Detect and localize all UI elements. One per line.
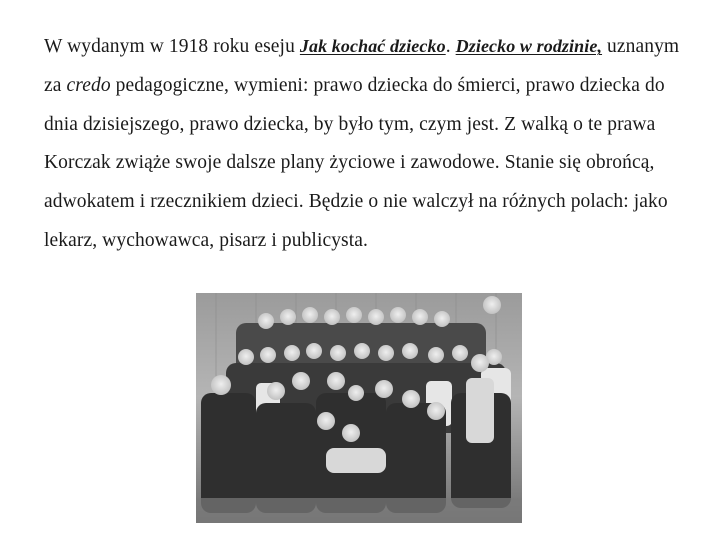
group-photo-icon (196, 293, 522, 523)
text-segment-1: W wydanym w 1918 roku eseju (44, 36, 300, 57)
text-segment-2: . (445, 36, 456, 57)
book-title-1: Jak kochać dziecko (299, 36, 446, 56)
body-paragraph (44, 27, 684, 261)
text-segment-4: pedagogiczne, wymieni: prawo dziecka do śmierci, prawo dziecka do dnia dzisiejszego, prawo dziecka, by było tym, czym jest. Z walką o te prawa Korczak zwiąże swoje dalsze plany życiowe i zawodowe. Stanie się obrońcą, adwokatem i rzecznikiem dzieci. Będzie o nie walczył na różnych polach: jako lekarz, wychowawca, pisarz i publicysta. (44, 74, 668, 251)
book-title-2: Dziecko w rodzinie, (455, 36, 603, 56)
text-segment-3: uznanym za (44, 36, 680, 96)
group-photo (196, 293, 522, 523)
credo-word: credo (66, 74, 111, 96)
